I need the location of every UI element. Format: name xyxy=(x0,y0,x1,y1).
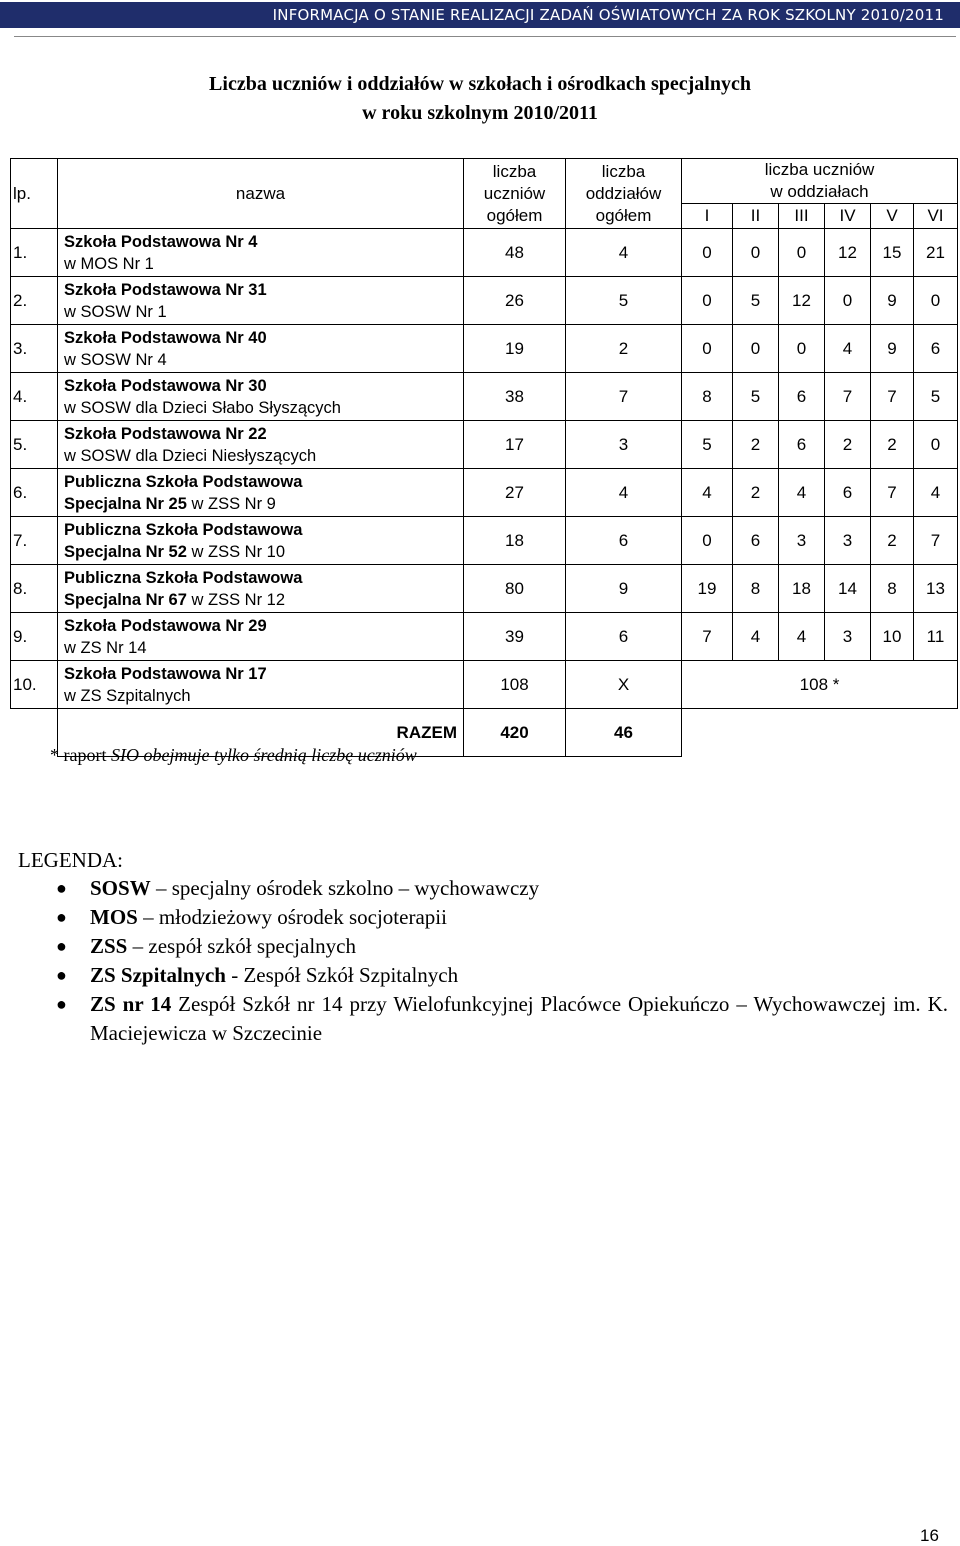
row-oddzialow: 4 xyxy=(566,229,682,277)
legend-key: MOS xyxy=(90,905,138,929)
legend-text: – specjalny ośrodek szkolno – wychowawczy xyxy=(150,876,540,900)
row-name-plain-part: w ZS Nr 14 xyxy=(64,638,147,657)
row-grade: 8 xyxy=(682,373,733,421)
row-grade: 13 xyxy=(914,565,958,613)
legend-item xyxy=(18,932,948,961)
total-oddzialow: 46 xyxy=(566,709,682,757)
row-name-line-2 xyxy=(64,397,463,419)
row-name-plain-part: w SOSW Nr 4 xyxy=(64,350,167,369)
row-grade: 9 xyxy=(871,277,914,325)
row-name-plain-part: w ZSS Nr 12 xyxy=(186,590,286,609)
row-name-line-2 xyxy=(64,349,463,371)
legend-key: ZSS xyxy=(90,934,128,958)
header-oddzialow: liczba oddziałów ogółem xyxy=(566,159,682,229)
row-grade: 6 xyxy=(779,421,825,469)
row-name-line-2 xyxy=(64,301,463,323)
row-lp: 3. xyxy=(11,325,58,373)
bullet-icon: ● xyxy=(56,878,67,898)
row-grade: 0 xyxy=(825,277,871,325)
row-uczniow: 26 xyxy=(464,277,566,325)
row-uczniow: 80 xyxy=(464,565,566,613)
row-oddzialow: X xyxy=(566,661,682,709)
row-name-line-1: Szkoła Podstawowa Nr 40 xyxy=(64,328,267,347)
row-grade: 4 xyxy=(682,469,733,517)
row-oddzialow: 2 xyxy=(566,325,682,373)
header-lp: lp. xyxy=(11,159,58,229)
row-oddzialow: 4 xyxy=(566,469,682,517)
row-grade: 6 xyxy=(779,373,825,421)
row-grade: 6 xyxy=(825,469,871,517)
total-blank xyxy=(682,709,958,757)
bullet-icon: ● xyxy=(56,936,67,956)
row-grade: 12 xyxy=(779,277,825,325)
row-grade: 12 xyxy=(825,229,871,277)
bullet-icon: ● xyxy=(56,994,67,1014)
table-row xyxy=(11,613,958,661)
row-oddzialow: 6 xyxy=(566,517,682,565)
row-name xyxy=(58,565,464,613)
row-grade: 3 xyxy=(825,517,871,565)
legend-key: SOSW xyxy=(90,876,151,900)
table-row xyxy=(11,373,958,421)
header-uczniow: liczba uczniów ogółem xyxy=(464,159,566,229)
row-grade: 0 xyxy=(733,229,779,277)
row-grade: 7 xyxy=(871,373,914,421)
table-row xyxy=(11,517,958,565)
legend-item xyxy=(18,874,948,903)
legend-key: ZS Szpitalnych xyxy=(90,963,226,987)
row-name xyxy=(58,421,464,469)
row-oddzialow: 7 xyxy=(566,373,682,421)
row-grade: 4 xyxy=(914,469,958,517)
row-oddzialow: 9 xyxy=(566,565,682,613)
row-grade: 3 xyxy=(779,517,825,565)
row-grade: 0 xyxy=(682,517,733,565)
grade-header: V xyxy=(871,204,914,229)
legend-key: ZS nr 14 xyxy=(90,992,172,1016)
row-grade: 19 xyxy=(682,565,733,613)
grade-header: II xyxy=(733,204,779,229)
row-oddzialow: 3 xyxy=(566,421,682,469)
row-grade: 2 xyxy=(825,421,871,469)
total-uczniow: 420 xyxy=(464,709,566,757)
grade-header: IV xyxy=(825,204,871,229)
row-lp: 1. xyxy=(11,229,58,277)
row-grade: 9 xyxy=(871,325,914,373)
legend xyxy=(18,846,948,1048)
row-grade: 8 xyxy=(733,565,779,613)
legend-item xyxy=(18,990,948,1048)
row-uczniow: 108 xyxy=(464,661,566,709)
row-grade: 14 xyxy=(825,565,871,613)
row-lp: 5. xyxy=(11,421,58,469)
row-name xyxy=(58,469,464,517)
legend-item xyxy=(18,903,948,932)
legend-list xyxy=(18,874,948,1048)
row-name-line-2 xyxy=(64,445,463,467)
row-grade: 5 xyxy=(914,373,958,421)
row-name-bold-part: Specjalna Nr 67 xyxy=(64,590,187,609)
row-name-line-1: Szkoła Podstawowa Nr 4 xyxy=(64,232,258,251)
row-grade: 4 xyxy=(779,613,825,661)
row-lp: 7. xyxy=(11,517,58,565)
row-grade: 4 xyxy=(733,613,779,661)
table-header-row xyxy=(11,159,958,204)
row-name-bold-part: Specjalna Nr 25 xyxy=(64,494,187,513)
row-merged-grades: 108 * xyxy=(682,661,958,709)
row-grade: 0 xyxy=(733,325,779,373)
row-grade: 5 xyxy=(682,421,733,469)
row-grade: 6 xyxy=(733,517,779,565)
row-uczniow: 27 xyxy=(464,469,566,517)
row-grade: 8 xyxy=(871,565,914,613)
total-label: RAZEM xyxy=(58,709,464,757)
row-uczniow: 17 xyxy=(464,421,566,469)
row-name xyxy=(58,325,464,373)
row-grade: 11 xyxy=(914,613,958,661)
running-header: INFORMACJA O STANIE REALIZACJI ZADAŃ OŚWIATOWYCH ZA ROK SZKOLNY 2010/2011 xyxy=(0,2,960,28)
row-uczniow: 39 xyxy=(464,613,566,661)
row-name-line-1: Publiczna Szkoła Podstawowa xyxy=(64,568,303,587)
row-grade: 18 xyxy=(779,565,825,613)
row-grade: 0 xyxy=(779,325,825,373)
row-grade: 7 xyxy=(825,373,871,421)
row-grade: 2 xyxy=(871,421,914,469)
row-name-line-2 xyxy=(64,541,463,563)
row-name xyxy=(58,229,464,277)
row-grade: 4 xyxy=(779,469,825,517)
row-name-plain-part: w ZS Szpitalnych xyxy=(64,686,191,705)
row-oddzialow: 5 xyxy=(566,277,682,325)
row-grade: 7 xyxy=(682,613,733,661)
row-name-plain-part: w ZSS Nr 9 xyxy=(186,494,276,513)
row-grade: 2 xyxy=(733,469,779,517)
page-number: 16 xyxy=(920,1526,939,1545)
grade-header: I xyxy=(682,204,733,229)
legend-text: – młodzieżowy ośrodek socjoterapii xyxy=(137,905,447,929)
row-grade: 0 xyxy=(779,229,825,277)
row-lp: 10. xyxy=(11,661,58,709)
table-row xyxy=(11,661,958,709)
row-grade: 6 xyxy=(914,325,958,373)
table-body xyxy=(11,229,958,709)
row-uczniow: 19 xyxy=(464,325,566,373)
title-line-1: Liczba uczniów i oddziałów w szkołach i ośrodkach specjalnych xyxy=(209,73,751,95)
row-name-line-1: Szkoła Podstawowa Nr 31 xyxy=(64,280,267,299)
header-nazwa: nazwa xyxy=(58,159,464,229)
row-grade: 10 xyxy=(871,613,914,661)
row-name-line-2 xyxy=(64,685,463,707)
row-name-line-1: Szkoła Podstawowa Nr 17 xyxy=(64,664,267,683)
row-name-plain-part: w SOSW dla Dzieci Niesłyszących xyxy=(64,446,317,465)
row-grade: 5 xyxy=(733,373,779,421)
footnote xyxy=(50,745,417,766)
footnote-italic: SIO obejmuje tylko średnią liczbę uczniów xyxy=(110,745,417,765)
row-name-line-2 xyxy=(64,493,463,515)
row-grade: 2 xyxy=(733,421,779,469)
legend-item xyxy=(18,961,948,990)
grade-header: III xyxy=(779,204,825,229)
row-name xyxy=(58,517,464,565)
table-row xyxy=(11,229,958,277)
row-uczniow: 38 xyxy=(464,373,566,421)
legend-title: LEGENDA: xyxy=(18,848,123,872)
row-grade: 0 xyxy=(682,277,733,325)
row-uczniow: 18 xyxy=(464,517,566,565)
title-line-2: w roku szkolnym 2010/2011 xyxy=(362,102,598,124)
row-grade: 4 xyxy=(825,325,871,373)
row-grade: 0 xyxy=(682,325,733,373)
table-row xyxy=(11,565,958,613)
row-name-line-1: Szkoła Podstawowa Nr 29 xyxy=(64,616,267,635)
row-name-plain-part: w MOS Nr 1 xyxy=(64,254,154,273)
schools-table xyxy=(10,158,958,757)
row-name xyxy=(58,661,464,709)
row-grade: 7 xyxy=(871,469,914,517)
table-row xyxy=(11,469,958,517)
row-lp: 9. xyxy=(11,613,58,661)
row-grade: 5 xyxy=(733,277,779,325)
row-name-line-1: Szkoła Podstawowa Nr 30 xyxy=(64,376,267,395)
table-row xyxy=(11,277,958,325)
row-name xyxy=(58,373,464,421)
row-grade: 15 xyxy=(871,229,914,277)
row-lp: 2. xyxy=(11,277,58,325)
bullet-icon: ● xyxy=(56,907,67,927)
row-name-bold-part: Specjalna Nr 52 xyxy=(64,542,187,561)
row-grade: 21 xyxy=(914,229,958,277)
row-uczniow: 48 xyxy=(464,229,566,277)
row-name xyxy=(58,277,464,325)
row-name-line-1: Szkoła Podstawowa Nr 22 xyxy=(64,424,267,443)
row-name-plain-part: w SOSW Nr 1 xyxy=(64,302,167,321)
legend-text: Zespół Szkół nr 14 przy Wielofunkcyjnej Placówce Opiekuńczo – Wychowawczej im. K. Maciejewicza w Szczecinie xyxy=(90,992,949,1045)
row-grade: 3 xyxy=(825,613,871,661)
row-name-line-1: Publiczna Szkoła Podstawowa xyxy=(64,520,303,539)
row-grade: 7 xyxy=(914,517,958,565)
row-name-line-2 xyxy=(64,589,463,611)
footnote-star: * xyxy=(50,745,59,765)
table-row xyxy=(11,325,958,373)
header-divider xyxy=(14,36,956,37)
row-oddzialow: 6 xyxy=(566,613,682,661)
row-name xyxy=(58,613,464,661)
bullet-icon: ● xyxy=(56,965,67,985)
row-name-line-1: Publiczna Szkoła Podstawowa xyxy=(64,472,303,491)
row-grade: 0 xyxy=(914,421,958,469)
row-lp: 6. xyxy=(11,469,58,517)
footnote-plain: raport xyxy=(63,745,107,765)
row-name-line-2 xyxy=(64,637,463,659)
row-name-plain-part: w SOSW dla Dzieci Słabo Słyszących xyxy=(64,398,341,417)
row-lp: 4. xyxy=(11,373,58,421)
row-grade: 0 xyxy=(914,277,958,325)
row-name-plain-part: w ZSS Nr 10 xyxy=(186,542,286,561)
row-name-line-2 xyxy=(64,253,463,275)
legend-text: - Zespół Szkół Szpitalnych xyxy=(225,963,459,987)
legend-text: – zespół szkół specjalnych xyxy=(127,934,356,958)
header-w-oddzialach: liczba uczniów w oddziałach xyxy=(682,159,958,204)
table-row xyxy=(11,421,958,469)
row-grade: 2 xyxy=(871,517,914,565)
grade-header: VI xyxy=(914,204,958,229)
row-grade: 0 xyxy=(682,229,733,277)
row-lp: 8. xyxy=(11,565,58,613)
page-title xyxy=(0,70,960,128)
